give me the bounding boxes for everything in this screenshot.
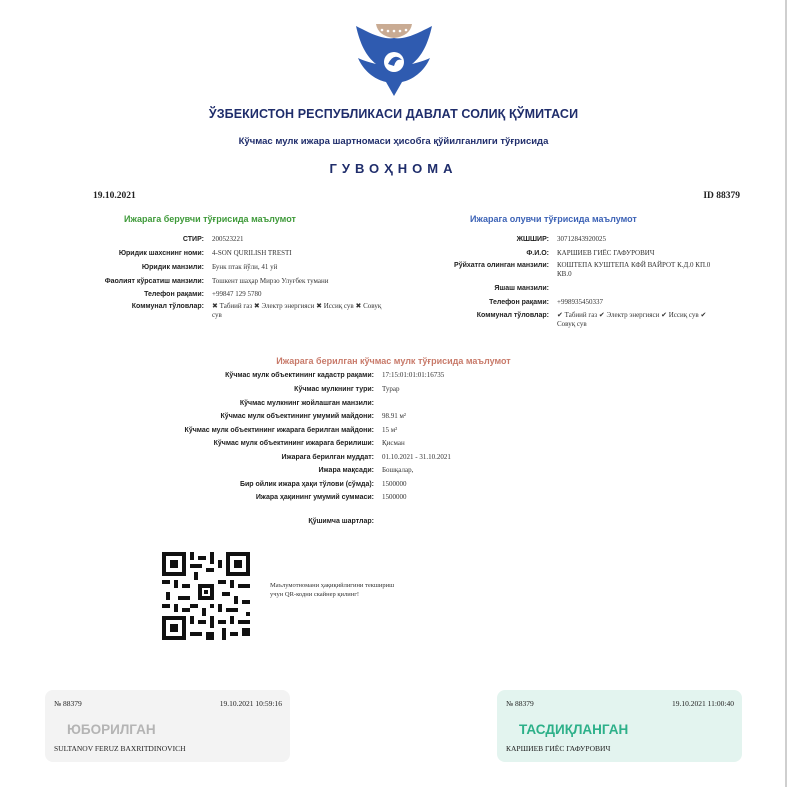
status-label: ЮБОРИЛГАН	[67, 722, 156, 737]
field-label: Рўйхатга олинган манзили:	[454, 262, 549, 269]
field-label: Кўчмас мулк объектининг ижарага берилган майдони:	[184, 427, 374, 434]
property-row	[100, 426, 542, 435]
lessor-row	[0, 290, 387, 299]
field-label: Бир ойлик ижара ҳақи тўлови (сўмда):	[239, 481, 374, 488]
lessor-row	[0, 249, 387, 258]
document-subtitle: Кўчмас мулк ижара шартномаси ҳисобга қўйилганлиги тўғрисида	[238, 136, 549, 147]
property-row	[100, 399, 542, 408]
card-datetime: 19.10.2021 10:59:16	[219, 699, 282, 708]
field-label: Ижарага берилган муддат:	[281, 454, 374, 461]
field-value: Бошқалар,	[382, 466, 414, 474]
field-value: КОШТЕПА КУШТЕПА КФЙ ВАЙРОТ К.Д.0 КП.0 КВ.0	[557, 261, 711, 278]
field-label: Кўчмас мулкнинг жойлашган манзили:	[239, 400, 374, 407]
field-value: 1500000	[382, 480, 407, 488]
field-label: СТИР:	[182, 236, 204, 243]
organization-title: ЎЗБЕКИСТОН РЕСПУБЛИКАСИ ДАВЛАТ СОЛИҚ ҚЎМИТАСИ	[208, 107, 579, 121]
field-label: Фаолият кўрсатиш манзили:	[104, 278, 204, 285]
lessor-row	[0, 302, 387, 320]
property-row	[100, 385, 542, 394]
card-datetime: 19.10.2021 11:00:40	[671, 699, 734, 708]
field-value: +99847 129 5780	[212, 290, 262, 298]
field-value: 15 м²	[382, 426, 398, 434]
field-value: 17:15:01:01:01:16735	[382, 371, 445, 379]
tax-committee-emblem-icon	[354, 22, 434, 98]
field-label: Ижара мақсади:	[318, 467, 374, 474]
lessee-row	[400, 249, 722, 258]
field-label: Ижара ҳақининг умумий суммаси:	[255, 494, 374, 501]
field-value: 01.10.2021 - 31.10.2021	[382, 453, 451, 461]
property-row	[100, 453, 542, 462]
field-value: 98.91 м²	[382, 412, 407, 420]
field-label: Юридик манзили:	[141, 264, 204, 271]
field-value	[557, 284, 722, 293]
card-number: № 88379	[506, 699, 534, 708]
field-value: +998935450337	[557, 298, 603, 306]
document-id: ID 88379	[703, 191, 740, 201]
field-label: Қўшимча шартлар:	[308, 518, 374, 525]
field-value: 200523221	[212, 235, 244, 243]
property-section-heading: Ижарага берилган кўчмас мулк тўғрисида маълумот	[276, 356, 511, 366]
issue-date: 19.10.2021	[93, 191, 136, 201]
sent-status-card	[45, 690, 290, 762]
card-person: КАРШИЕВ ГИЁС ГАФУРОВИЧ	[506, 744, 611, 753]
field-value: КАРШИЕВ ГИЁС ГАФУРОВИЧ	[557, 249, 655, 257]
lessee-row	[400, 261, 722, 279]
lessor-row	[0, 263, 387, 272]
field-value: ✔ Табиий газ ✔ Электр энергияси ✔ Иссиқ сув ✔ Совуқ сув	[557, 311, 707, 328]
lessor-row	[0, 277, 387, 286]
field-label: Кўчмас мулкнинг тури:	[294, 386, 374, 393]
card-person: SULTANOV FERUZ BAXRITDINOVICH	[54, 744, 186, 753]
lessee-row	[400, 311, 722, 329]
card-number: № 88379	[54, 699, 82, 708]
field-value	[382, 517, 542, 526]
document-title: ГУВОҲНОМА	[329, 161, 458, 176]
approved-status-card	[497, 690, 742, 762]
field-label: ЖШШИР:	[516, 236, 549, 243]
field-label: Кўчмас мулк объектининг ижарага берилиши:	[213, 440, 374, 447]
field-label: Коммунал тўловлар:	[131, 303, 204, 310]
field-label: Кўчмас мулк объектининг кадастр рақами:	[225, 372, 374, 379]
lessor-section-heading: Ижарага берувчи тўғрисида маълумот	[124, 214, 296, 224]
property-row	[100, 412, 542, 421]
field-label: Телефон рақами:	[144, 291, 204, 298]
field-label: Коммунал тўловлар:	[476, 312, 549, 319]
field-value: ✖ Табиий газ ✖ Электр энергияси ✖ Иссиқ сув ✖ Совуқ сув	[212, 302, 382, 319]
qr-verification-note: Маълумотномани ҳақиқийлигини текшириш учун QR-кодни скайнер қилинг!	[270, 582, 395, 598]
property-row	[100, 466, 542, 475]
field-value: Турар	[382, 385, 400, 393]
field-value: 30712843920025	[557, 235, 606, 243]
property-row	[100, 371, 542, 380]
property-row	[100, 517, 542, 526]
field-label: Ф.И.О:	[526, 250, 549, 257]
field-value: 4-SON QURILISH TRESTI	[212, 249, 292, 257]
field-value: Тошкент шаҳар Мирзо Улуғбек тумани	[212, 277, 329, 285]
lessee-section-heading: Ижарага олувчи тўғрисида маълумот	[470, 214, 637, 224]
lessee-row	[400, 298, 722, 307]
field-label: Юридик шахснинг номи:	[118, 250, 204, 257]
field-value: Бунк птак йўли, 41 уй	[212, 263, 278, 271]
status-label: ТАСДИҚЛАНГАН	[519, 722, 629, 737]
field-label: Яшаш манзили:	[494, 285, 549, 292]
qr-code[interactable]	[162, 552, 250, 640]
field-label: Телефон рақами:	[489, 299, 549, 306]
field-value	[382, 399, 542, 408]
field-value: Қисман	[382, 439, 405, 447]
property-row	[100, 493, 542, 502]
field-value: 1500000	[382, 493, 407, 501]
lessor-row	[0, 235, 387, 244]
field-label: Кўчмас мулк объектининг умумий майдони:	[220, 413, 374, 420]
lessee-row	[400, 284, 722, 293]
property-row	[100, 439, 542, 448]
lessee-row	[400, 235, 722, 244]
property-row	[100, 480, 542, 489]
